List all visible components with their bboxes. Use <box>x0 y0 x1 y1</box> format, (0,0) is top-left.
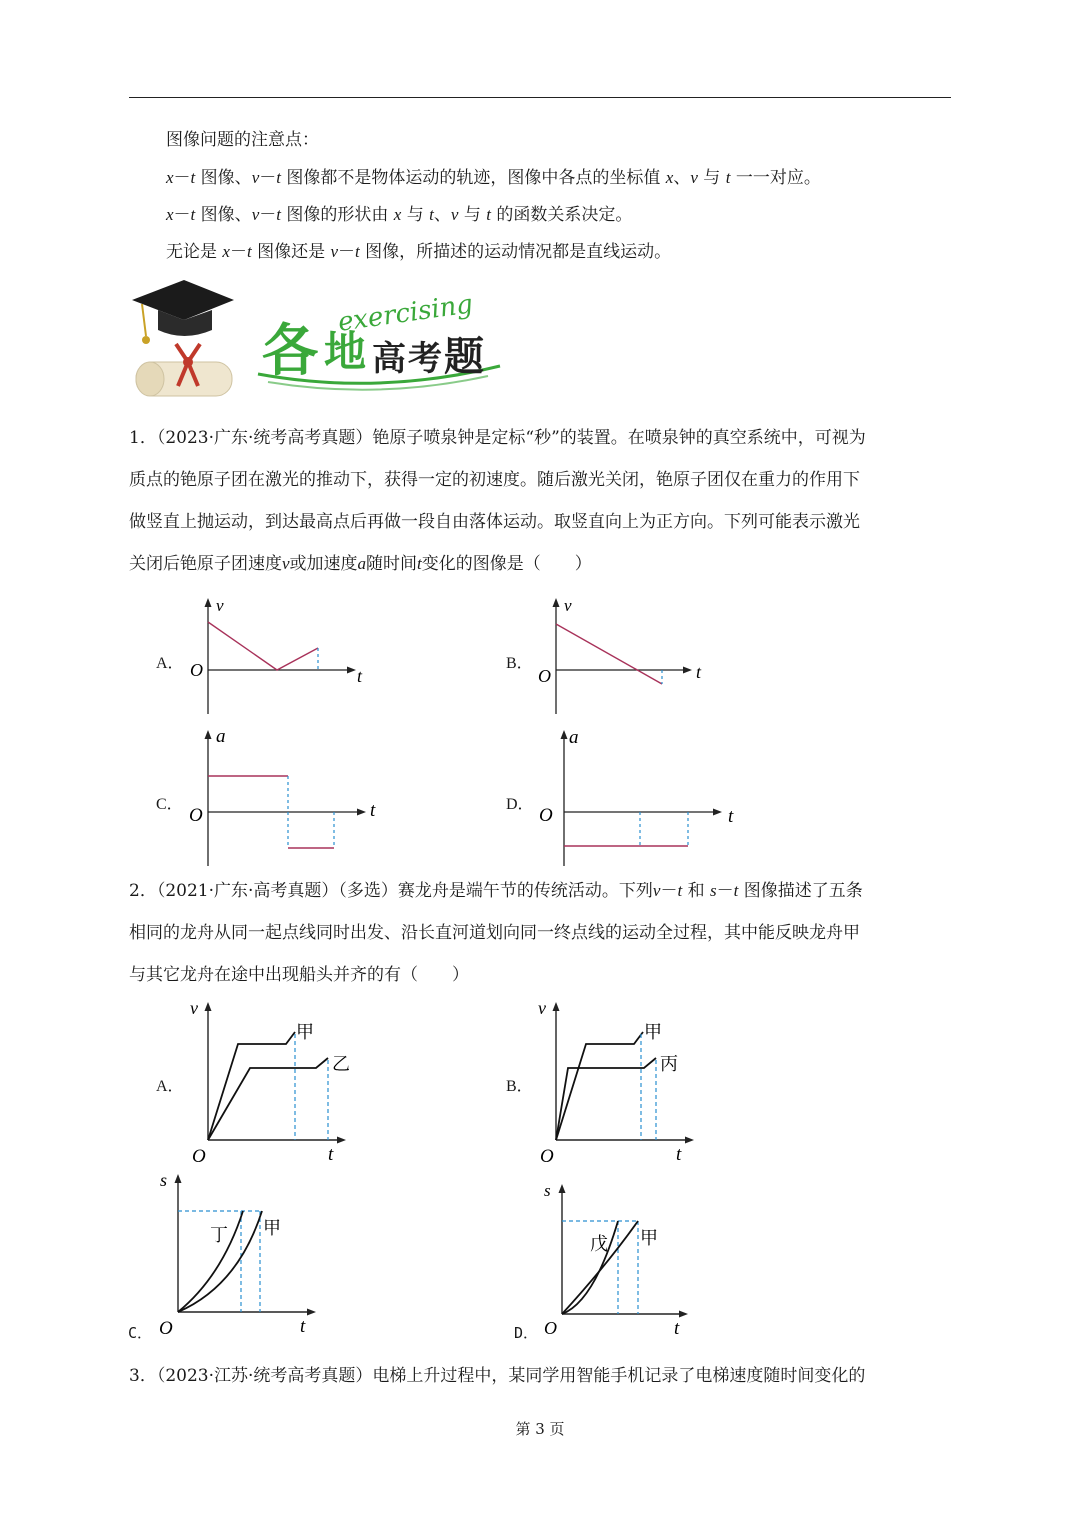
q2a-curve-jia <box>208 1032 295 1140</box>
notes-line3-part-8: 图像，所描述的运动情况都是直线运动。 <box>359 242 672 262</box>
q1c-origin: O <box>189 805 203 826</box>
q1c-y-arrow <box>205 730 212 739</box>
notes-line2-part-4: v <box>251 205 260 224</box>
q1a-y-arrow <box>205 598 212 607</box>
notes-line3-part-7: t <box>355 242 360 261</box>
q1c-t-label: t <box>370 800 376 821</box>
q1b-t-label: t <box>696 662 702 682</box>
q1b-y-arrow <box>553 598 560 607</box>
notes-line2-part-10: t <box>429 205 434 224</box>
notes-line3-part-2: － <box>229 242 247 262</box>
q1-option-c-label[interactable]: C． <box>156 796 183 813</box>
q2d-s-label: s <box>544 1181 551 1200</box>
notes-line3-part-6: － <box>338 242 356 262</box>
notes-line1-part-9: 、 <box>673 168 691 188</box>
q1a-velocity-curve <box>208 622 318 670</box>
q1-line-2: 质点的铯原子团在激光的推动下，获得一定的初速度。随后激光关闭，铯原子团仅在重力的作用下 <box>129 470 860 490</box>
notes-line2-part-9: 与 <box>401 205 430 225</box>
notes-line3-part-4: 图像还是 <box>251 242 331 262</box>
q2-line-3: 与其它龙舟在途中出现船头并齐的有（ ） <box>129 965 469 985</box>
q1-graph-b[interactable] <box>528 594 728 724</box>
q1-or-acc: 或加速度 <box>289 554 358 574</box>
q2c-origin: O <box>159 1318 173 1339</box>
q2-v-symbol: v <box>652 881 661 900</box>
notes-line2-part-0: x <box>166 205 174 224</box>
q2-dash-1: － <box>660 881 678 901</box>
q1-with-time: 随时间 <box>366 554 418 574</box>
notes-line-3 <box>166 240 671 264</box>
notes-line1-part-13: 一一对应。 <box>730 168 821 188</box>
q1-t-symbol: t <box>417 554 422 573</box>
q2b-curve-jia <box>556 1032 643 1140</box>
exercise-banner <box>128 278 528 410</box>
q2c-t-label: t <box>300 1316 306 1337</box>
q1a-v-label: v <box>216 596 224 615</box>
q2c-label-jia: 甲 <box>263 1218 281 1239</box>
q1-line-1: 1．（2023·广东·统考高考真题）铯原子喷泉钟是定标“秒”的装置。在喷泉钟的真空系统中，可视为 <box>129 428 866 448</box>
q1-v-symbol: v <box>282 554 290 573</box>
q2c-t-arrow <box>307 1309 316 1316</box>
notes-line3-part-1: x <box>222 242 230 261</box>
q2b-t-arrow <box>685 1137 694 1144</box>
q1d-t-label: t <box>728 806 734 827</box>
notes-line1-part-8: x <box>665 168 674 187</box>
q3-line-1: 3．（2023·江苏·统考高考真题）电梯上升过程中，某同学用智能手机记录了电梯速度随时间变化的 <box>129 1366 866 1386</box>
q1b-origin: O <box>538 666 551 686</box>
q2a-origin: O <box>192 1146 206 1167</box>
question-3-text <box>129 1355 951 1397</box>
q2b-t-label: t <box>676 1144 682 1165</box>
q2-line-1 <box>129 870 951 912</box>
notes-line2-part-7: 图像的形状由 <box>280 205 394 225</box>
q2-option-b-label[interactable]: B． <box>506 1078 533 1095</box>
q2d-t-arrow <box>679 1311 688 1318</box>
q1a-t-label: t <box>357 666 363 686</box>
q2b-origin: O <box>540 1146 554 1167</box>
q2-graph-a[interactable] <box>180 994 380 1166</box>
notes-line2-part-1: － <box>173 205 191 225</box>
q2-graph-c[interactable] <box>150 1166 350 1342</box>
q2-line-2: 相同的龙舟从同一起点线同时出发、沿长直河道划向同一终点线的运动全过程，其中能反映龙舟甲 <box>129 923 860 943</box>
q2a-y-arrow <box>205 1002 212 1011</box>
q1d-t-arrow <box>713 809 722 816</box>
notes-line2-part-2: t <box>190 205 196 224</box>
notes-line2-part-6: t <box>276 205 281 224</box>
q2-and: 和 <box>682 881 710 901</box>
notes-line3-part-5: v <box>330 242 339 261</box>
q2a-t-label: t <box>328 1144 334 1165</box>
q1d-a-label: a <box>569 727 579 748</box>
q2a-label-jia: 甲 <box>296 1022 314 1043</box>
q1-line-3: 做竖直上抛运动，到达最高点后再做一段自由落体运动。取竖直向上为正方向。下列可能表示激光 <box>129 512 860 532</box>
q1-line-4-start: 关闭后铯原子团速度 <box>129 554 282 574</box>
banner-char-3: 高 <box>372 339 406 379</box>
q1-graph-c[interactable] <box>180 724 390 870</box>
q1b-velocity-curve <box>556 624 662 684</box>
notes-line2-part-5: － <box>259 205 277 225</box>
q2a-v-label: v <box>190 998 198 1018</box>
q2-line-1-end: 图像描述了五条 <box>738 881 863 901</box>
q2c-y-arrow <box>175 1174 182 1183</box>
notes-line1-part-2: t <box>190 168 196 187</box>
notes-line1-part-7: 图像都不是物体运动的轨迹，图像中各点的坐标值 <box>280 168 666 188</box>
notes-line1-part-6: t <box>276 168 281 187</box>
notes-line3-part-3: t <box>246 242 252 261</box>
notes-line2-part-3: 图像、 <box>195 205 252 225</box>
q1b-v-label: v <box>564 596 572 615</box>
notes-line-1 <box>166 166 821 190</box>
notes-line2-part-8: x <box>393 205 402 224</box>
notes-line2-part-15: 的函数关系决定。 <box>490 205 633 225</box>
q2a-label-yi: 乙 <box>332 1054 350 1075</box>
q1a-origin: O <box>190 660 203 680</box>
q2-t-symbol-2: t <box>733 881 739 900</box>
q1-graph-d[interactable] <box>536 724 746 870</box>
q2-graph-b[interactable] <box>528 994 728 1166</box>
q2-dash-2: － <box>716 881 734 901</box>
q1-option-b-label[interactable]: B． <box>506 655 533 672</box>
q2b-label-bing: 丙 <box>660 1054 678 1075</box>
q1-graph-a[interactable] <box>180 594 380 724</box>
notes-line1-part-3: 图像、 <box>195 168 252 188</box>
notes-line1-part-4: v <box>251 168 260 187</box>
question-2-text <box>129 870 951 996</box>
q1c-t-arrow <box>357 809 366 816</box>
notes-line1-part-1: － <box>173 168 191 188</box>
q1c-a-label: a <box>216 726 226 747</box>
q2b-v-label: v <box>538 998 546 1018</box>
question-1-text <box>129 417 951 585</box>
q2d-y-arrow <box>559 1184 566 1193</box>
banner-script-text: exercising <box>336 289 475 338</box>
notes-line1-part-0: x <box>166 168 174 187</box>
q1-a-symbol: a <box>357 554 367 573</box>
q1a-t-arrow <box>347 667 356 674</box>
q2-t-symbol-1: t <box>677 881 683 900</box>
notes-heading: 图像问题的注意点： <box>166 130 319 150</box>
notes-line1-part-5: － <box>259 168 277 188</box>
notes-line1-part-10: v <box>690 168 698 187</box>
notes-line-2 <box>166 203 632 227</box>
banner-char-2: 地 <box>324 327 367 376</box>
q2b-y-arrow <box>553 1002 560 1011</box>
q2a-curve-yi <box>208 1058 328 1140</box>
q2c-label-ding: 丁 <box>210 1225 228 1246</box>
q2b-label-jia: 甲 <box>644 1022 662 1043</box>
banner-char-4: 考 <box>408 339 442 379</box>
notes-line3-part-0: 无论是 <box>166 242 223 262</box>
q2-line-1-start: 2．（2021·广东·高考真题）（多选）赛龙舟是端午节的传统活动。下列 <box>129 881 653 901</box>
notes-line2-part-11: 、 <box>433 205 451 225</box>
q1-option-d-label[interactable]: D． <box>506 796 534 813</box>
q2c-s-label: s <box>160 1170 168 1190</box>
notes-line2-part-13: 与 <box>458 205 487 225</box>
q2-s-symbol: s <box>709 881 717 900</box>
notes-line1-part-12: t <box>725 168 731 187</box>
q1d-origin: O <box>539 805 553 826</box>
notes-line2-part-12: v <box>450 205 459 224</box>
header-rule <box>129 97 951 98</box>
q2-option-a-label[interactable]: A． <box>156 1078 184 1095</box>
graduation-cap-icon <box>132 280 234 344</box>
banner-char-1: 各 <box>262 319 318 384</box>
q2a-t-arrow <box>337 1137 346 1144</box>
q2d-label-wu: 戊 <box>590 1234 608 1255</box>
notes-line1-part-11: 与 <box>697 168 726 188</box>
q1-option-a-label[interactable]: A． <box>156 655 184 672</box>
q2d-t-label: t <box>674 1318 680 1339</box>
diploma-scroll-icon <box>136 344 232 396</box>
q2d-origin: O <box>544 1318 557 1338</box>
page-number: 第 3 页 <box>515 1420 565 1438</box>
banner-graphic <box>128 278 528 410</box>
q1-line-4 <box>129 543 951 585</box>
q2-graph-d[interactable] <box>534 1176 734 1342</box>
q1b-t-arrow <box>683 667 692 674</box>
banner-char-5: 题 <box>444 334 484 380</box>
notes-line2-part-14: t <box>486 205 491 224</box>
q2d-label-jia: 甲 <box>640 1228 658 1249</box>
q1d-y-arrow <box>561 730 568 739</box>
q1-line-4-end: 变化的图像是（ ） <box>421 554 592 574</box>
q2-option-c-label[interactable]: C． <box>128 1324 153 1342</box>
q2-option-d-label[interactable]: D． <box>514 1324 539 1342</box>
